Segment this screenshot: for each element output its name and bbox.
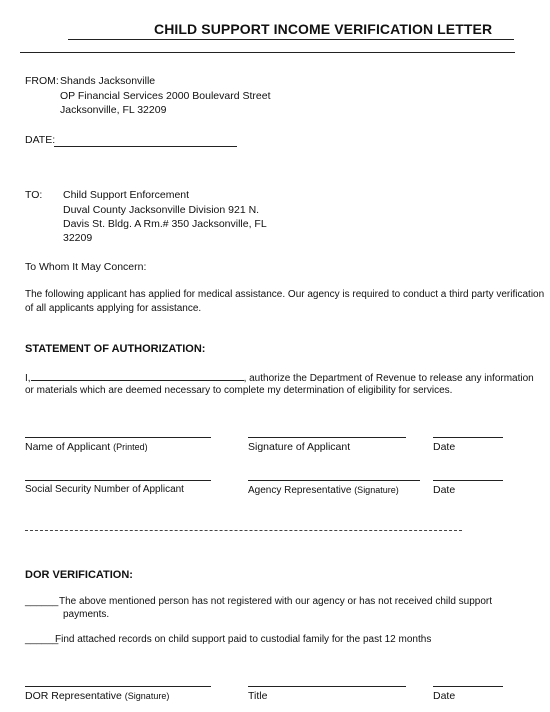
applicant-name-qualifier: (Printed) [113,442,148,452]
from-name: Shands Jacksonville [60,75,156,87]
to-label: TO: [25,189,43,201]
agency-date-line[interactable] [433,480,503,481]
dor-rep-label [25,689,169,703]
section-separator [25,530,462,531]
to-line2: Duval County Jacksonville Division 921 N. [63,204,260,216]
ssn-label: Social Security Number of Applicant [25,484,184,495]
to-line4: 32209 [63,232,93,244]
dor-date-line[interactable] [433,686,503,687]
authorization-line1-text: , authorize the Department of Revenue to release any information [243,373,534,384]
to-line3: Davis St. Bldg. A Rm.# 350 Jacksonville, FL [63,218,267,230]
intro-line2: of all applicants applying for assistance. [25,303,202,314]
dor-item2-text: Find attached records on child support paid to custodial family for the past 12 months [55,634,432,645]
date-field-line[interactable] [54,146,237,147]
applicant-date-label: Date [433,441,456,453]
agency-date-label: Date [433,484,456,496]
dor-date-label: Date [433,690,456,702]
authorization-heading: STATEMENT OF AUTHORIZATION: [25,343,206,355]
document-title: CHILD SUPPORT INCOME VERIFICATION LETTER [154,21,493,37]
from-address-line3: Jacksonville, FL 32209 [60,104,167,116]
authorization-line2: or materials which are deemed necessary to complete my determination of eligibility for services. [25,385,453,396]
dor-rep-qualifier: (Signature) [124,691,170,701]
dor-title-line[interactable] [248,686,406,687]
dor-item2-blank[interactable]: ______ [25,634,59,645]
date-label: DATE: [25,134,56,146]
dor-item1-blank[interactable]: ______ [25,596,59,607]
applicant-name-line[interactable] [25,437,211,438]
applicant-name-label [25,440,148,454]
title-divider-bottom [20,52,515,53]
title-divider-top [68,39,514,40]
dor-item1-line2: payments. [63,609,110,620]
authorization-prefix: I, [25,373,31,384]
from-address-line2: OP Financial Services 2000 Boulevard Street [60,90,271,102]
agency-rep-text: Agency Representative [248,485,352,496]
dor-heading: DOR VERIFICATION: [25,569,133,581]
dor-title-label: Title [248,690,268,702]
dor-rep-text: DOR Representative [25,690,122,702]
ssn-line[interactable] [25,480,211,481]
applicant-name-field[interactable] [31,370,244,381]
applicant-name-text: Name of Applicant [25,441,111,453]
applicant-signature-line[interactable] [248,437,406,438]
applicant-signature-label: Signature of Applicant [248,441,351,453]
agency-rep-label [248,483,399,498]
salutation: To Whom It May Concern: [25,261,147,273]
dor-item1-line1: The above mentioned person has not registered with our agency or has not received child support [59,596,493,607]
to-line1: Child Support Enforcement [63,189,190,201]
intro-line1: The following applicant has applied for medical assistance. Our agency is required to conduct a third party verification [25,289,545,300]
agency-rep-line[interactable] [248,480,420,481]
agency-rep-qualifier: (Signature) [354,485,399,495]
applicant-date-line[interactable] [433,437,503,438]
dor-rep-line[interactable] [25,686,211,687]
from-label: FROM: [25,75,59,87]
